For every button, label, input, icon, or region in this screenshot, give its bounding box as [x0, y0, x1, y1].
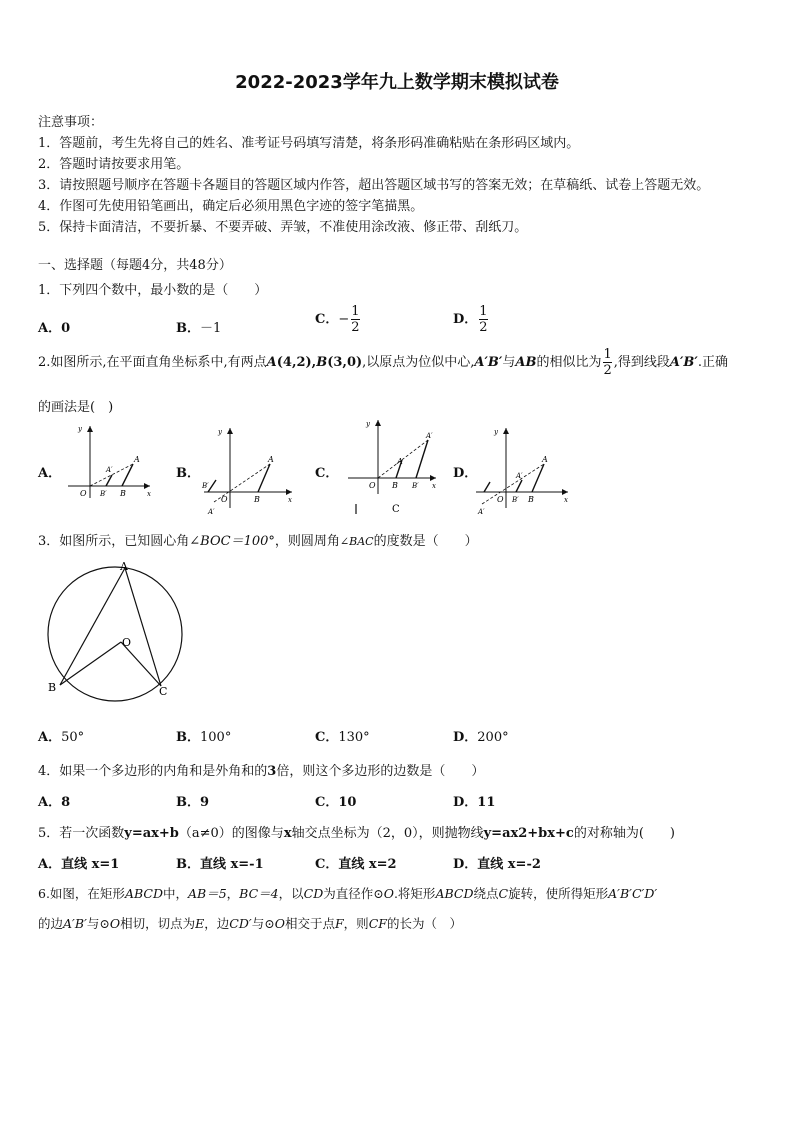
q5-option-d: D．直线 x=-2	[453, 857, 541, 872]
point-label-a1: A′	[426, 432, 433, 440]
axis-label-x: x	[564, 496, 568, 504]
q1-option-a: A．0	[38, 321, 71, 336]
section-heading: 一、选择题（每题4分，共48分）	[38, 258, 232, 273]
q4-option-c: C．10	[315, 795, 357, 810]
point-label-a1: A′	[106, 466, 113, 474]
note-item: 2．答题时请按要求用笔。	[38, 157, 190, 172]
q2-graph-c	[340, 414, 444, 518]
origin-label: O	[497, 495, 504, 504]
axis-label-x: x	[432, 482, 436, 490]
q2-graph-a	[58, 420, 158, 502]
axis-label-y: y	[218, 428, 222, 436]
q4-option-d: D．11	[453, 795, 496, 810]
q1-option-c: C．− $\frac{1}{2}$	[315, 304, 360, 335]
origin-label: O	[221, 495, 228, 504]
fraction: $\frac{1}{2}$	[603, 347, 612, 378]
point-label-b: B	[254, 495, 260, 504]
point-label-b1: B′	[202, 482, 209, 490]
point-label-a: A	[268, 455, 274, 464]
q3-stem: 3．如图所示，已知圆心角∠BOC＝100°，则圆周角∠BAC的度数是（ ）	[38, 534, 478, 549]
q5-option-a: A．直线 x=1	[38, 857, 120, 872]
point-label-b1: B′	[512, 496, 519, 504]
q1-option-d: D． $\frac{1}{2}$	[453, 304, 488, 335]
q4-option-b: B．9	[176, 795, 210, 810]
point-label-c: C	[159, 685, 168, 698]
q1-stem: 1．下列四个数中，最小数的是（ ）	[38, 283, 268, 298]
q6-stem-line1: 6.如图，在矩形ABCD中，AB＝5，BC＝4，以CD为直径作⊙O.将矩形ABCD绕点C旋转，使所得矩形A′B′C′D′	[38, 886, 658, 901]
fraction: $\frac{1}{2}$	[479, 304, 488, 335]
q4-option-a: A．8	[38, 795, 71, 810]
page-title: 2022-2023学年九上数学期末模拟试卷	[235, 72, 559, 93]
point-label-b: B	[392, 481, 398, 490]
point-label-b1: B′	[412, 482, 419, 490]
note-item: 3．请按照题号顺序在答题卡各题目的答题区域内作答，超出答题区域书写的答案无效；在草稿纸、试卷上答题无效。	[38, 178, 710, 193]
point-label-a1: A′	[208, 508, 215, 516]
axis-label-y: y	[366, 420, 370, 428]
point-label-a: A	[120, 560, 128, 573]
q6-stem-line2: 的边A′B′与⊙O相切，切点为E，边CD′与⊙O相交于点F，则CF的长为（ ）	[38, 916, 462, 931]
axis-label-y: y	[78, 425, 82, 433]
origin-label: O	[369, 481, 376, 490]
point-label-a: A	[134, 455, 140, 464]
point-label-a: A	[397, 457, 403, 466]
q1-option-b: B．－1	[176, 321, 222, 336]
point-label-b1: B′	[100, 490, 107, 498]
note-item: 1．答题前，考生先将自己的姓名、准考证号码填写清楚，将条形码准确粘贴在条形码区域内。	[38, 136, 580, 151]
axis-label-x: x	[288, 496, 292, 504]
q2-option-a: A．	[38, 466, 62, 481]
fraction: $\frac{1}{2}$	[351, 304, 360, 335]
q2-graph-d	[472, 422, 576, 518]
point-label-o: O	[122, 636, 132, 649]
origin-label: O	[80, 489, 87, 498]
q4-stem: 4．如果一个多边形的内角和是外角和的3倍，则这个多边形的边数是（ ）	[38, 764, 485, 779]
q5-option-c: C．直线 x=2	[315, 857, 397, 872]
point-label-a1: A′	[516, 472, 523, 480]
q3-option-d: D．200°	[453, 730, 509, 745]
q3-option-c: C．130°	[315, 730, 370, 745]
q5-stem: 5．若一次函数y=ax+b（a≠0）的图像与x轴交点坐标为（2，0），则抛物线y=ax2+bx+c的对称轴为( )	[38, 826, 675, 841]
q2-option-d: D．	[453, 466, 478, 481]
q2-option-c: C．	[315, 466, 339, 481]
axis-label-y: y	[494, 428, 498, 436]
note-item: 4．作图可先使用铅笔画出，确定后必须用黑色字迹的签字笔描黑。	[38, 199, 424, 214]
q3-option-b: B．100°	[176, 730, 232, 745]
graph-caption: C	[392, 504, 400, 515]
notes-heading: 注意事项：	[38, 115, 104, 130]
q2-stem-line2: 的画法是( )	[38, 400, 114, 415]
point-label-b: B	[120, 489, 126, 498]
point-label-a: A	[542, 455, 548, 464]
note-item: 5．保持卡面清洁，不要折暴、不要弄破、弄皱，不准使用涂改液、修正带、刮纸刀。	[38, 220, 528, 235]
q3-circle-figure	[40, 558, 190, 708]
point-label-b: B	[48, 681, 57, 694]
q2-stem: 2.如图所示,在平面直角坐标系中,有两点A(4,2),B(3,0),以原点为位似中心,A′B′与AB的相似比为 $\frac{1}{2}$ ,得到线段A′B′.正确	[38, 347, 728, 378]
q3-option-a: A．50°	[38, 730, 85, 745]
point-label-a1: A′	[478, 508, 485, 516]
axis-label-x: x	[147, 490, 151, 498]
point-label-b: B	[528, 495, 534, 504]
q5-option-b: B．直线 x=-1	[176, 857, 264, 872]
q2-option-b: B．	[176, 466, 200, 481]
q2-graph-b	[196, 420, 300, 516]
